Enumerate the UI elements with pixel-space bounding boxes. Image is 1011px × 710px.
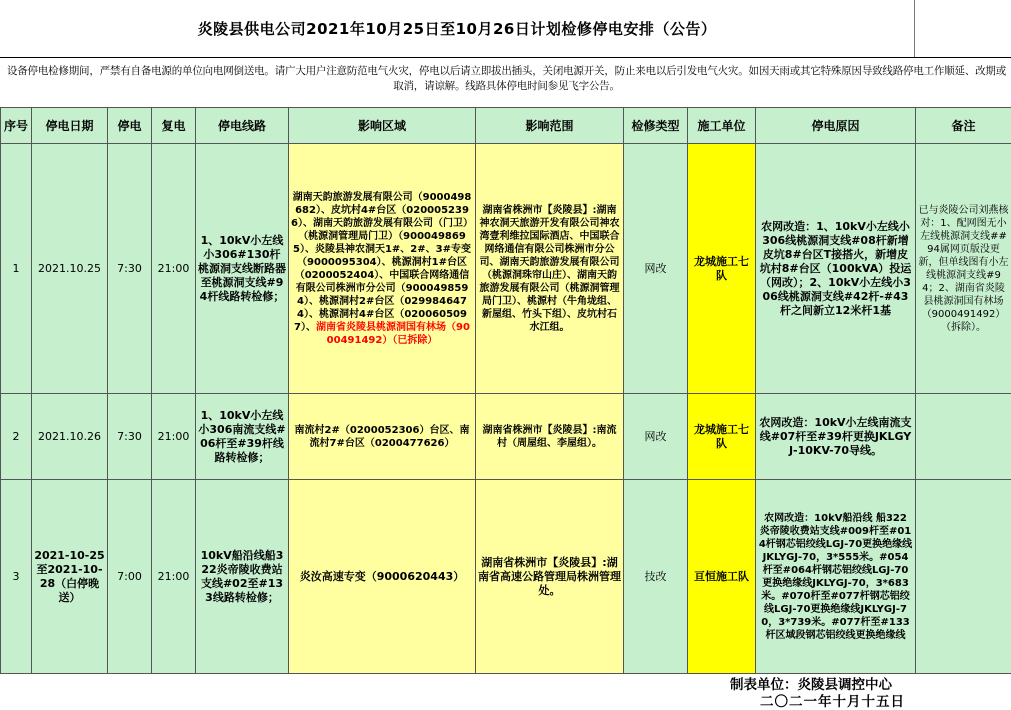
footer-maker: 制表单位：炎陵县调控中心 [730,673,930,693]
cell-unit: 亘恒施工队 [688,480,756,674]
header-note: 备注 [916,108,1011,144]
title-right-cell [915,0,1011,57]
cell-date: 2021.10.26 [32,394,108,480]
cell-off: 7:30 [108,144,152,394]
schedule-table [0,107,1011,674]
area-text: 南流村2#（0200052306）台区、南流村7#台区（0200477626） [295,425,470,449]
header-on: 复电 [152,108,196,144]
cell-area [289,480,476,674]
cell-on: 21:00 [152,394,196,480]
cell-unit: 龙城施工七队 [688,144,756,394]
cell-scope: 湖南省株洲市【炎陵县】:南流村（周屋组、李屋组）。 [476,394,624,480]
cell-on: 21:00 [152,144,196,394]
area-text: 炎汝高速专变（9000620443） [300,570,465,583]
header-date: 停电日期 [32,108,108,144]
cell-note [916,394,1011,480]
cell-on: 21:00 [152,480,196,674]
cell-line: 1、10kV小左线小306#130杆桃源洞支线断路器至桃源洞支线#94杆线路转检修； [196,144,289,394]
footer-date: 二〇二一年十月十五日 [760,690,960,710]
cell-type: 技改 [624,480,688,674]
cell-line: 10kV船沿线船322炎帝陵收费站支线#02至#133线路转检修； [196,480,289,674]
cell-line: 1、10kV小左线小306南流支线#06杆至#39杆线路转检修； [196,394,289,480]
cell-note: 已与炎陵公司刘燕核对：1、配网图无小左线桃源洞支线##94属网页版没更新，但单线图有小左线桃源洞支线#94；2、湖南省炎陵县桃源洞国有林场（9000491492）（拆除）。 [916,144,1011,394]
cell-reason: 农网改造：10kV小左线南流支线#07杆至#39杆更换JKLGYJ-10KV-70导线。 [756,394,916,480]
cell-area [289,144,476,394]
cell-off: 7:30 [108,394,152,480]
cell-no: 1 [1,144,32,394]
table-row [1,480,1011,674]
cell-off: 7:00 [108,480,152,674]
header-row [1,108,1011,144]
cell-type: 网改 [624,394,688,480]
cell-note [916,480,1011,674]
header-reason: 停电原因 [756,108,916,144]
notice-text: 设备停电检修期间，严禁有自备电源的单位向电网倒送电。请广大用户注意防范电气火灾，停电以后请立即拔出插头，关闭电源开关，防止来电以后引发电气火灾。如因天雨或其它特殊原因导致线路停电工作顺延、改期或取消，请谅解。线路具体停电时间参见飞字公告。 [4,64,1009,94]
title-bar [0,0,1011,58]
cell-date: 2021-10-25至2021-10-28（白停晚送） [32,480,108,674]
table-row [1,394,1011,480]
cell-type: 网改 [624,144,688,394]
table-row [1,144,1011,394]
cell-no: 2 [1,394,32,480]
cell-reason: 农网改造：10kV船沿线 船322 炎帝陵收费站支线#009杆至#014杆钢芯铝绞线LGJ-70更换绝缘线JKLYGJ-70，3*555米。#054杆至#064杆钢芯铝绞线LGJ-70更换绝缘线JKLYGJ-70，3*683米。#070杆至#077杆钢芯铝绞线LGJ-70更换绝缘线JKLYGJ-70，3*739米。#077杆至#133杆区域段钢芯铝绞线更换绝缘线 [756,480,916,674]
cell-date: 2021.10.25 [32,144,108,394]
cell-area [289,394,476,480]
header-off: 停电 [108,108,152,144]
page-title: 炎陵县供电公司2021年10月25日至10月26日计划检修停电安排（公告） [0,0,915,57]
area-highlight-text: 湖南省炎陵县桃源洞国有林场（9000491492）（已拆除） [316,322,470,346]
cell-scope: 湖南省株洲市【炎陵县】:湖南神农洞天旅游开发有限公司神农湾壹利维拉国际酒店、中国联合网络通信有限公司株洲市分公司、湖南天韵旅游发展有限公司（桃源洞珠帘山庄）、湖南天韵旅游发展有限公司（桃源洞管理局门卫）、桃源村（牛角垅组、新屋组、竹头下组）、皮坑村石水江组。 [476,144,624,394]
cell-scope: 湖南省株洲市【炎陵县】:湖南省高速公路管理局株洲管理处。 [476,480,624,674]
cell-no: 3 [1,480,32,674]
header-scope: 影响范围 [476,108,624,144]
area-text: 湖南天韵旅游发展有限公司（9000498682）、皮坑村4#台区（0200052396）、湖南天韵旅游发展有限公司（门卫）（桃源洞管理局门卫）（9000498695）、炎陵县神农洞天1#、2#、3#专变（9000095304）、桃源洞村1#台区（0200052404）、中国联合网络通信有限公司株洲市分公司（9000498594）、桃源洞村2#台区（0299846474）、桃源洞村4#台区（0200605097）、 [291,192,473,333]
header-area: 影响区域 [289,108,476,144]
header-no: 序号 [1,108,32,144]
header-line: 停电线路 [196,108,289,144]
cell-unit: 龙城施工七队 [688,394,756,480]
cell-reason: 农网改造：1、10kV小左线小306线桃源洞支线#08杆新增皮坑8#台区T接搭火，新增皮坑村8#台区（100kVA）投运（网改）；2、10kV小左线小306线桃源洞支线#42杆-#43杆之间新立12米杆1基 [756,144,916,394]
header-type: 检修类型 [624,108,688,144]
header-unit: 施工单位 [688,108,756,144]
